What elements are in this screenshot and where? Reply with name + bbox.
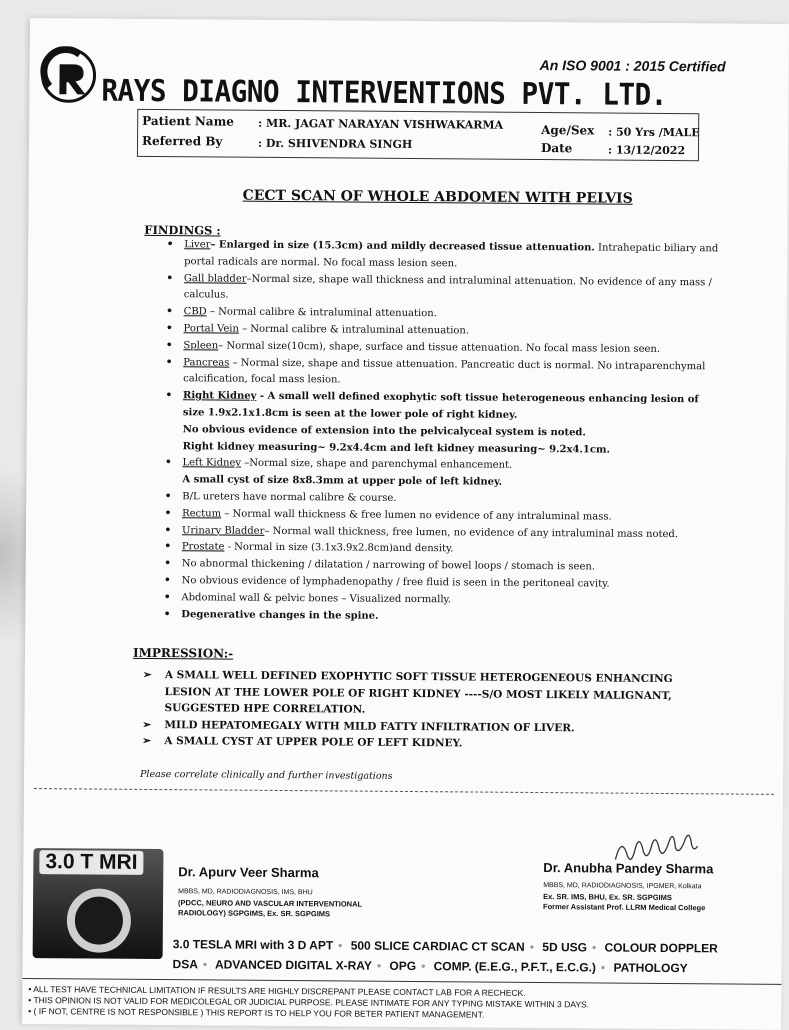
doctor-1-experience: RADIOLOGY) SGPGIMS, Ex. SR. SGPGIMS <box>177 908 331 919</box>
doctor-1-name: Dr. Apurv Veer Sharma <box>178 864 319 881</box>
finding-item: • Spleen– Normal size(10cm), shape, surface and tissue attenuation. No focal mass lesion seen. <box>141 338 719 359</box>
finding-item: • No abnormal thickening / dilatation / narrowing of bowel loops / stomach is seen. <box>140 556 718 577</box>
arrow-bullet-icon: ➢ <box>142 734 152 747</box>
age-sex-label: Age/Sex <box>541 123 595 138</box>
age-sex-value: : 50 Yrs /MALE <box>608 125 700 140</box>
impression-item: ➢ A SMALL CYST AT UPPER POLE OF LEFT KIDNEY. <box>142 734 463 750</box>
dashed-divider <box>34 788 774 795</box>
patient-name-value: : MR. JAGAT NARAYAN VISHWAKARMA <box>258 116 504 132</box>
finding-item: • B/L ureters have normal calibre & course. <box>140 489 718 510</box>
service-item: COMP. (E.E.G., P.F.T., E.C.G.) <box>433 959 596 975</box>
doctor-2-former-post: Former Assistant Prof. LLRM Medical College <box>543 902 706 913</box>
finding-item: • Portal Vein – Normal calibre & intraluminal attenuation. <box>141 321 719 342</box>
finding-item: • Abdominal wall & pelvic bones – Visualized normally. <box>139 590 717 611</box>
doctor-2-name: Dr. Anubha Pandey Sharma <box>543 860 714 877</box>
patient-info-box <box>137 109 699 161</box>
finding-item: Right kidney measuring~ 9.2x4.4cm and left kidney measuring~ 9.2x4.1cm. <box>182 440 611 456</box>
rays-logo-icon <box>39 46 97 104</box>
impression-list <box>142 667 703 754</box>
date-value: : 13/12/2022 <box>607 143 686 158</box>
finding-item: • Degenerative changes in the spine. <box>139 606 717 627</box>
finding-item: • Pancreas – Normal size, shape and tissue attenuation. Pancreatic duct is normal. No intraparenchymal calcification, focal mass lesion. <box>141 354 719 392</box>
service-item: PATHOLOGY <box>613 960 688 976</box>
finding-item: • No obvious evidence of lymphadenopathy / free fluid is seen in the peritoneal cavity. <box>140 573 718 594</box>
finding-item: No obvious evidence of extension into the pelvicalyceal system is noted. <box>182 423 586 439</box>
mri-machine-image <box>33 848 164 959</box>
finding-item: • CBD – Normal calibre & intraluminal attenuation. <box>142 304 720 325</box>
report-title: CECT SCAN OF WHOLE ABDOMEN WITH PELVIS <box>242 187 633 207</box>
referred-by-value: : Dr. SHIVENDRA SINGH <box>257 136 413 152</box>
service-item: COLOUR DOPPLER <box>604 940 718 956</box>
report-page <box>22 18 789 1030</box>
finding-item: • Gall bladder–Normal size, shape wall thickness and intraluminal attenuation. No evidence of any mass / calculus. <box>142 270 720 308</box>
impression-item: ➢ MILD HEPATOMEGALY WITH MILD FATTY INFILTRATION OF LIVER. <box>142 718 575 734</box>
disclaimer-block <box>28 984 589 1021</box>
doctor-block-1 <box>178 864 362 920</box>
findings-list <box>139 237 720 628</box>
service-item: DSA <box>172 957 198 972</box>
findings-heading: FINDINGS : <box>144 222 221 238</box>
finding-item: • Right Kidney - A small well defined exophytic soft tissue heterogeneous enhancing lesion of size 1.9x2.1x1.8cm is seen at the lower pole of right kidney. <box>141 388 719 426</box>
finding-item: • Urinary Bladder– Normal wall thickness, free lumen, no evidence of any intraluminal mass noted. <box>140 522 718 543</box>
patient-name-label: Patient Name <box>142 113 234 129</box>
doctor-1-qualification: MBBS, MD, RADIODIAGNOSIS, IMS, BHU <box>178 888 313 897</box>
disclaimer-line: • THIS OPINION IS NOT VALID FOR MEDICOLEGAL OR JUDICIAL PURPOSE. PLEASE INTIMATE FOR ANY TYPING MISTAKE WITHIN 3 DAYS. <box>28 995 590 1010</box>
disclaimer-line: • ( IF NOT, CENTRE IS NOT RESPONSIBLE ) THIS REPORT IS TO HELP YOU FOR BETER PATIENT MANAGEMENT. <box>28 1006 485 1020</box>
mri-bore <box>67 888 132 953</box>
services-row-1: 3.0 TESLA MRI with 3 D APT • 500 SLICE CARDIAC CT SCAN • 5D USG • COLOUR DOPPLER <box>172 937 718 956</box>
finding-item: • Liver– Enlarged in size (15.3cm) and mildly decreased tissue attenuation. Intrahepatic biliary and portal radicals are normal. No focal mass lesion seen. <box>142 237 720 275</box>
service-item: 500 SLICE CARDIAC CT SCAN <box>350 938 525 954</box>
doctor-2-qualification: MBBS, MD, RADIODIAGNOSIS, IPGMER, Kolkata <box>543 882 702 891</box>
arrow-bullet-icon: ➢ <box>142 718 152 731</box>
impression-heading: IMPRESSION:- <box>132 645 234 661</box>
disclaimer-line: • ALL TEST HAVE TECHNICAL LIMITATION IF RESULTS ARE HIGHLY DISCREPANT PLEASE CONTACT LAB FOR A RECHECK. <box>28 984 526 998</box>
service-item: ADVANCED DIGITAL X-RAY <box>214 957 372 973</box>
finding-item: • Prostate - Normal in size (3.1x3.9x2.8cm)and density. <box>140 539 718 560</box>
iso-certification: An ISO 9001 : 2015 Certified <box>539 57 726 75</box>
correlation-note: Please correlate clinically and further investigations <box>140 768 393 782</box>
service-item: OPG <box>389 958 417 974</box>
finding-item: • Rectum – Normal wall thickness & free lumen no evidence of any intraluminal mass. <box>140 506 718 527</box>
finding-item: A small cyst of size 8x8.3mm at upper pole of left kidney. <box>182 474 503 488</box>
services-row-2: DSA • ADVANCED DIGITAL X-RAY • OPG • COMP. (E.E.G., P.F.T., E.C.G.) • PATHOLOGY <box>172 957 688 976</box>
impression-item: ➢ A SMALL WELL DEFINED EXOPHYTIC SOFT TISSUE HETEROGENEOUS ENHANCING LESION AT THE LOWER POLE OF RIGHT KIDNEY ----S/O MOST LIKELY MALIGNANT, SUGGESTED HPE CORRELATION. <box>142 668 673 716</box>
doctor-1-fellowship: (PDCC, NEURO AND VASCULAR INTERVENTIONAL <box>178 897 363 909</box>
doctor-block-2 <box>543 860 713 914</box>
finding-item: • Left Kidney –Normal size, shape and parenchymal enhancement. <box>140 455 718 476</box>
doctor-2-experience: Ex. SR. IMS, BHU, Ex. SR. SGPGIMS <box>543 891 672 902</box>
referred-by-label: Referred By <box>141 133 223 149</box>
mri-label: 3.0 T MRI <box>39 850 143 875</box>
date-label: Date <box>540 141 573 156</box>
service-item: 3.0 TESLA MRI with 3 D APT <box>172 937 334 953</box>
arrow-bullet-icon: ➢ <box>142 668 152 681</box>
company-name: RAYS DIAGNO INTERVENTIONS PVT. LTD. <box>101 73 668 114</box>
service-item: 5D USG <box>542 940 588 955</box>
